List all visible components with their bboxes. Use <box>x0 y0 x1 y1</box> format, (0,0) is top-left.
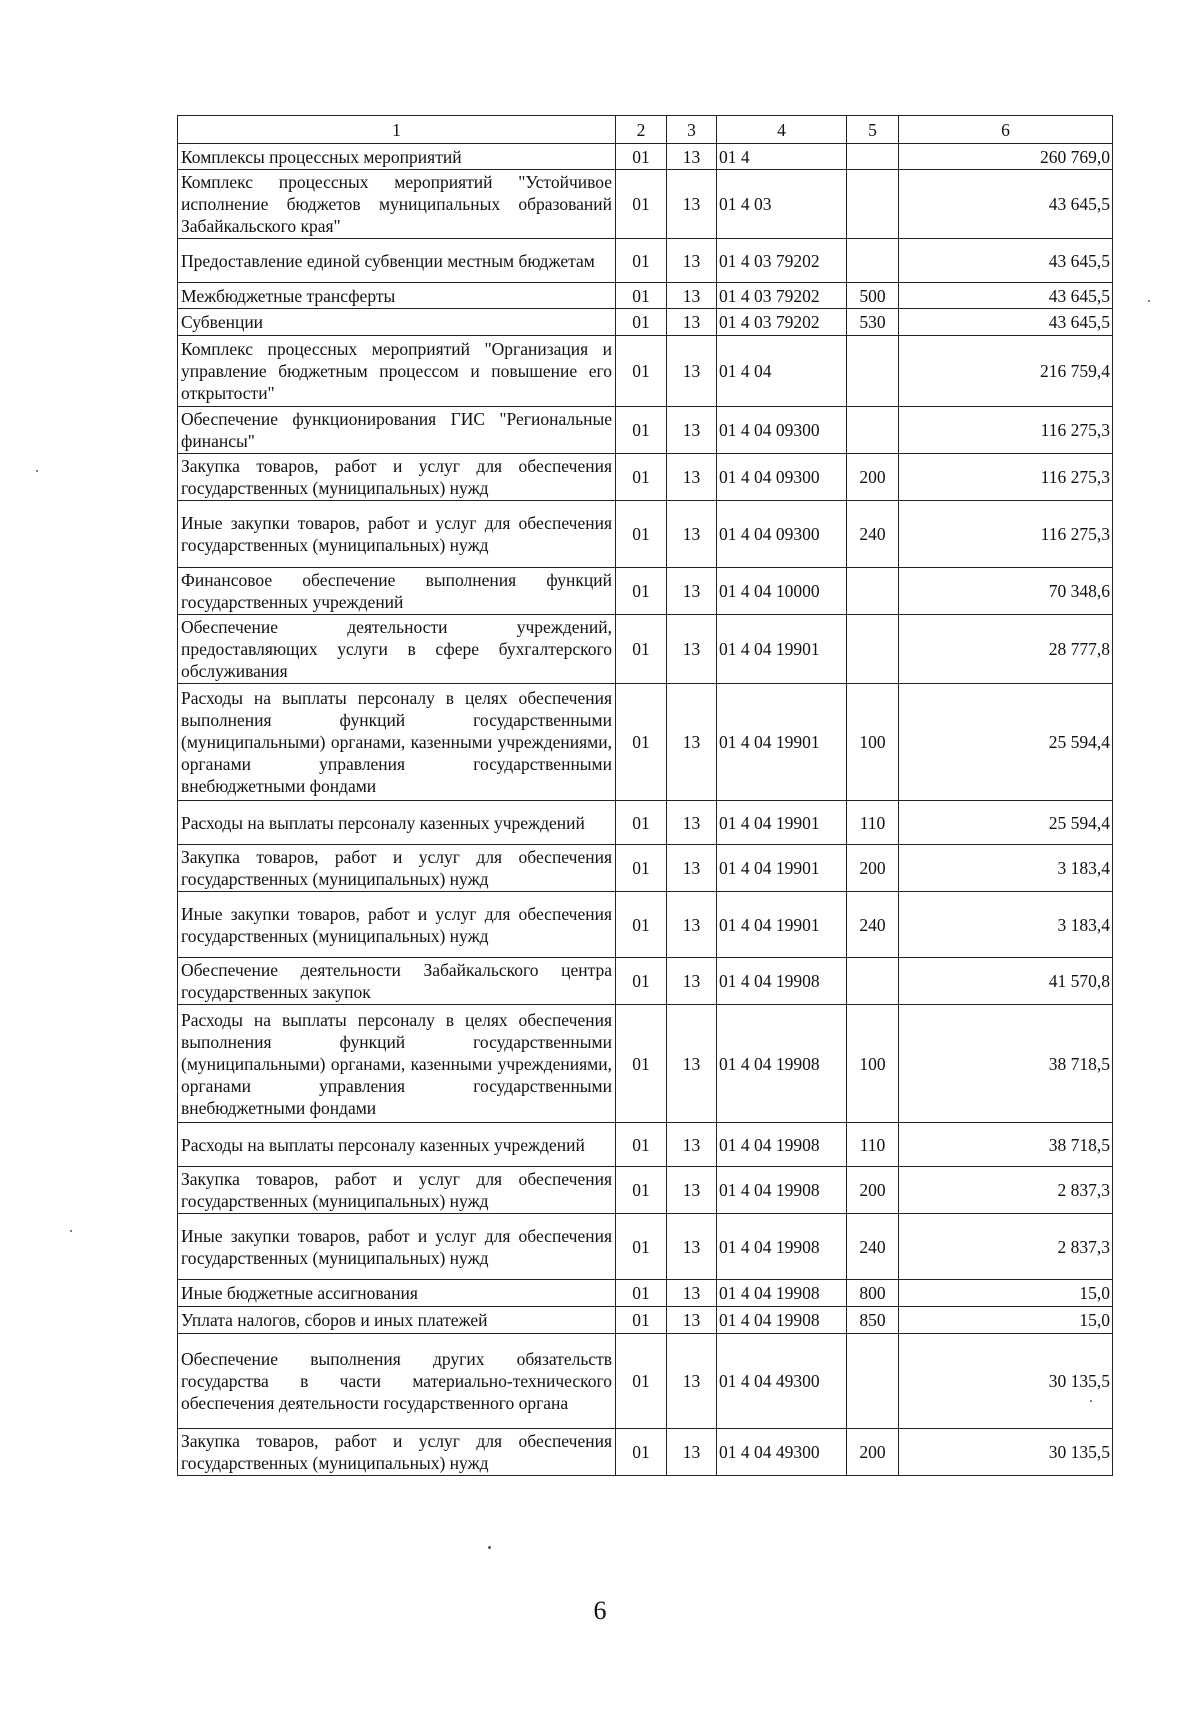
row-target-code: 01 4 04 09300 <box>717 501 847 568</box>
row-subsection: 13 <box>667 1307 717 1334</box>
row-target-code: 01 4 04 19908 <box>717 1005 847 1123</box>
row-expense-type: 530 <box>847 309 899 336</box>
row-subsection: 13 <box>667 684 717 801</box>
row-subsection: 13 <box>667 1005 717 1123</box>
row-expense-type <box>847 568 899 615</box>
row-name: Расходы на выплаты персоналу в целях обеспечения выполнения функций государственными (муниципальными) органами, казенными учреждениями, органами управления государственными внебюджетными фондами <box>178 1005 616 1123</box>
row-subsection: 13 <box>667 892 717 958</box>
row-name: Закупка товаров, работ и услуг для обеспечения государственных (муниципальных) нужд <box>178 1167 616 1214</box>
row-subsection: 13 <box>667 958 717 1005</box>
row-expense-type: 240 <box>847 892 899 958</box>
row-section: 01 <box>616 568 667 615</box>
page-number: 6 <box>593 1596 607 1625</box>
row-target-code: 01 4 03 79202 <box>717 309 847 336</box>
table-row <box>178 454 1113 501</box>
row-expense-type <box>847 958 899 1005</box>
row-name: Предоставление единой субвенции местным бюджетам <box>178 239 616 283</box>
row-amount: 43 645,5 <box>899 283 1113 309</box>
table-row <box>178 1307 1113 1334</box>
row-target-code: 01 4 04 19901 <box>717 845 847 892</box>
row-target-code: 01 4 04 10000 <box>717 568 847 615</box>
header-col-4: 4 <box>717 116 847 144</box>
table-row <box>178 283 1113 309</box>
row-name: Расходы на выплаты персоналу казенных учреждений <box>178 1123 616 1167</box>
row-section: 01 <box>616 845 667 892</box>
row-expense-type: 500 <box>847 283 899 309</box>
row-name: Иные закупки товаров, работ и услуг для обеспечения государственных (муниципальных) нужд <box>178 892 616 958</box>
table-row <box>178 309 1113 336</box>
row-section: 01 <box>616 958 667 1005</box>
row-section: 01 <box>616 1280 667 1307</box>
row-subsection: 13 <box>667 1123 717 1167</box>
table-row <box>178 1214 1113 1280</box>
table-row <box>178 892 1113 958</box>
row-section: 01 <box>616 309 667 336</box>
row-name: Иные закупки товаров, работ и услуг для обеспечения государственных (муниципальных) нужд <box>178 501 616 568</box>
row-target-code: 01 4 04 19908 <box>717 1123 847 1167</box>
row-subsection: 13 <box>667 309 717 336</box>
row-expense-type: 200 <box>847 845 899 892</box>
row-name: Закупка товаров, работ и услуг для обеспечения государственных (муниципальных) нужд <box>178 845 616 892</box>
row-target-code: 01 4 04 19908 <box>717 1167 847 1214</box>
row-amount: 260 769,0 <box>899 144 1113 170</box>
table-row <box>178 684 1113 801</box>
row-target-code: 01 4 04 09300 <box>717 407 847 454</box>
row-name: Закупка товаров, работ и услуг для обеспечения государственных (муниципальных) нужд <box>178 1429 616 1476</box>
row-expense-type <box>847 239 899 283</box>
row-section: 01 <box>616 239 667 283</box>
row-section: 01 <box>616 144 667 170</box>
row-target-code: 01 4 04 09300 <box>717 454 847 501</box>
row-subsection: 13 <box>667 501 717 568</box>
row-expense-type: 240 <box>847 501 899 568</box>
row-name: Финансовое обеспечение выполнения функций государственных учреждений <box>178 568 616 615</box>
row-expense-type: 110 <box>847 1123 899 1167</box>
row-expense-type: 100 <box>847 684 899 801</box>
row-amount: 116 275,3 <box>899 454 1113 501</box>
row-subsection: 13 <box>667 239 717 283</box>
table-row <box>178 1167 1113 1214</box>
row-name: Обеспечение деятельности Забайкальского центра государственных закупок <box>178 958 616 1005</box>
table-row <box>178 1429 1113 1476</box>
row-target-code: 01 4 <box>717 144 847 170</box>
row-amount: 3 183,4 <box>899 845 1113 892</box>
row-section: 01 <box>616 684 667 801</box>
row-target-code: 01 4 04 19908 <box>717 1280 847 1307</box>
row-subsection: 13 <box>667 144 717 170</box>
row-amount: 116 275,3 <box>899 407 1113 454</box>
header-col-1: 1 <box>178 116 616 144</box>
scan-speck <box>1090 1400 1092 1402</box>
row-name: Комплекс процессных мероприятий "Устойчивое исполнение бюджетов муниципальных образований Забайкальского края" <box>178 170 616 239</box>
table-row <box>178 1280 1113 1307</box>
row-expense-type <box>847 144 899 170</box>
row-expense-type <box>847 615 899 684</box>
row-subsection: 13 <box>667 845 717 892</box>
row-expense-type <box>847 170 899 239</box>
row-section: 01 <box>616 892 667 958</box>
row-subsection: 13 <box>667 170 717 239</box>
row-section: 01 <box>616 1429 667 1476</box>
row-target-code: 01 4 04 19908 <box>717 958 847 1005</box>
row-section: 01 <box>616 801 667 845</box>
row-subsection: 13 <box>667 283 717 309</box>
row-section: 01 <box>616 1123 667 1167</box>
row-target-code: 01 4 04 49300 <box>717 1429 847 1476</box>
row-expense-type: 200 <box>847 1429 899 1476</box>
row-target-code: 01 4 04 49300 <box>717 1334 847 1429</box>
header-col-2: 2 <box>616 116 667 144</box>
row-name: Закупка товаров, работ и услуг для обеспечения государственных (муниципальных) нужд <box>178 454 616 501</box>
table-row <box>178 801 1113 845</box>
row-section: 01 <box>616 501 667 568</box>
row-target-code: 01 4 04 <box>717 336 847 407</box>
row-amount: 15,0 <box>899 1280 1113 1307</box>
table-row <box>178 170 1113 239</box>
row-section: 01 <box>616 407 667 454</box>
row-name: Субвенции <box>178 309 616 336</box>
row-target-code: 01 4 04 19908 <box>717 1307 847 1334</box>
row-target-code: 01 4 03 <box>717 170 847 239</box>
row-subsection: 13 <box>667 1429 717 1476</box>
row-amount: 15,0 <box>899 1307 1113 1334</box>
row-amount: 41 570,8 <box>899 958 1113 1005</box>
row-name: Комплексы процессных мероприятий <box>178 144 616 170</box>
table-row <box>178 958 1113 1005</box>
row-name: Межбюджетные трансферты <box>178 283 616 309</box>
row-target-code: 01 4 04 19901 <box>717 684 847 801</box>
header-col-6: 6 <box>899 116 1113 144</box>
row-section: 01 <box>616 454 667 501</box>
table-row <box>178 239 1113 283</box>
row-target-code: 01 4 04 19908 <box>717 1214 847 1280</box>
scan-speck <box>1148 300 1150 302</box>
table-row <box>178 336 1113 407</box>
row-subsection: 13 <box>667 1280 717 1307</box>
row-amount: 43 645,5 <box>899 309 1113 336</box>
row-amount: 28 777,8 <box>899 615 1113 684</box>
row-expense-type: 240 <box>847 1214 899 1280</box>
row-subsection: 13 <box>667 336 717 407</box>
row-amount: 25 594,4 <box>899 801 1113 845</box>
row-amount: 2 837,3 <box>899 1214 1113 1280</box>
row-amount: 43 645,5 <box>899 239 1113 283</box>
row-subsection: 13 <box>667 454 717 501</box>
table-row <box>178 845 1113 892</box>
row-expense-type: 800 <box>847 1280 899 1307</box>
row-name: Обеспечение функционирования ГИС "Региональные финансы" <box>178 407 616 454</box>
header-row <box>178 116 1113 144</box>
row-expense-type: 110 <box>847 801 899 845</box>
row-name: Расходы на выплаты персоналу в целях обеспечения выполнения функций государственными (муниципальными) органами, казенными учреждениями, органами управления государственными внебюджетными фондами <box>178 684 616 801</box>
table-row <box>178 1005 1113 1123</box>
row-amount: 116 275,3 <box>899 501 1113 568</box>
scan-speck <box>70 1230 72 1232</box>
row-expense-type: 200 <box>847 1167 899 1214</box>
row-name: Иные закупки товаров, работ и услуг для обеспечения государственных (муниципальных) нужд <box>178 1214 616 1280</box>
row-subsection: 13 <box>667 615 717 684</box>
row-name: Обеспечение выполнения других обязательств государства в части материально-технического обеспечения деятельности государственного органа <box>178 1334 616 1429</box>
table-row <box>178 1123 1113 1167</box>
row-section: 01 <box>616 1334 667 1429</box>
row-amount: 2 837,3 <box>899 1167 1113 1214</box>
row-name: Иные бюджетные ассигнования <box>178 1280 616 1307</box>
row-expense-type: 200 <box>847 454 899 501</box>
row-section: 01 <box>616 1167 667 1214</box>
row-expense-type <box>847 407 899 454</box>
row-amount: 43 645,5 <box>899 170 1113 239</box>
table-row <box>178 1334 1113 1429</box>
row-target-code: 01 4 04 19901 <box>717 801 847 845</box>
row-amount: 30 135,5 <box>899 1429 1113 1476</box>
row-amount: 216 759,4 <box>899 336 1113 407</box>
table-row <box>178 615 1113 684</box>
table-row <box>178 144 1113 170</box>
row-target-code: 01 4 04 19901 <box>717 615 847 684</box>
row-name: Комплекс процессных мероприятий "Организация и управление бюджетным процессом и повышение его открытости" <box>178 336 616 407</box>
row-target-code: 01 4 04 19901 <box>717 892 847 958</box>
row-section: 01 <box>616 615 667 684</box>
row-amount: 25 594,4 <box>899 684 1113 801</box>
row-section: 01 <box>616 1005 667 1123</box>
row-section: 01 <box>616 1214 667 1280</box>
row-subsection: 13 <box>667 1167 717 1214</box>
row-target-code: 01 4 03 79202 <box>717 239 847 283</box>
row-subsection: 13 <box>667 801 717 845</box>
row-section: 01 <box>616 170 667 239</box>
row-subsection: 13 <box>667 407 717 454</box>
header-col-5: 5 <box>847 116 899 144</box>
row-amount: 38 718,5 <box>899 1123 1113 1167</box>
scan-speck <box>36 470 38 472</box>
row-expense-type <box>847 336 899 407</box>
table-row <box>178 501 1113 568</box>
row-name: Расходы на выплаты персоналу казенных учреждений <box>178 801 616 845</box>
table-body <box>178 144 1113 1476</box>
row-expense-type <box>847 1334 899 1429</box>
row-name: Уплата налогов, сборов и иных платежей <box>178 1307 616 1334</box>
row-amount: 38 718,5 <box>899 1005 1113 1123</box>
header-col-3: 3 <box>667 116 717 144</box>
row-section: 01 <box>616 1307 667 1334</box>
row-section: 01 <box>616 336 667 407</box>
row-target-code: 01 4 03 79202 <box>717 283 847 309</box>
row-amount: 30 135,5 <box>899 1334 1113 1429</box>
row-expense-type: 850 <box>847 1307 899 1334</box>
table-row <box>178 568 1113 615</box>
row-name: Обеспечение деятельности учреждений, предоставляющих услуги в сфере бухгалтерского обслуживания <box>178 615 616 684</box>
row-subsection: 13 <box>667 568 717 615</box>
row-subsection: 13 <box>667 1334 717 1429</box>
row-expense-type: 100 <box>847 1005 899 1123</box>
row-amount: 3 183,4 <box>899 892 1113 958</box>
row-amount: 70 348,6 <box>899 568 1113 615</box>
row-section: 01 <box>616 283 667 309</box>
budget-table <box>177 115 1113 1476</box>
table-row <box>178 407 1113 454</box>
row-subsection: 13 <box>667 1214 717 1280</box>
scan-speck <box>488 1546 491 1549</box>
